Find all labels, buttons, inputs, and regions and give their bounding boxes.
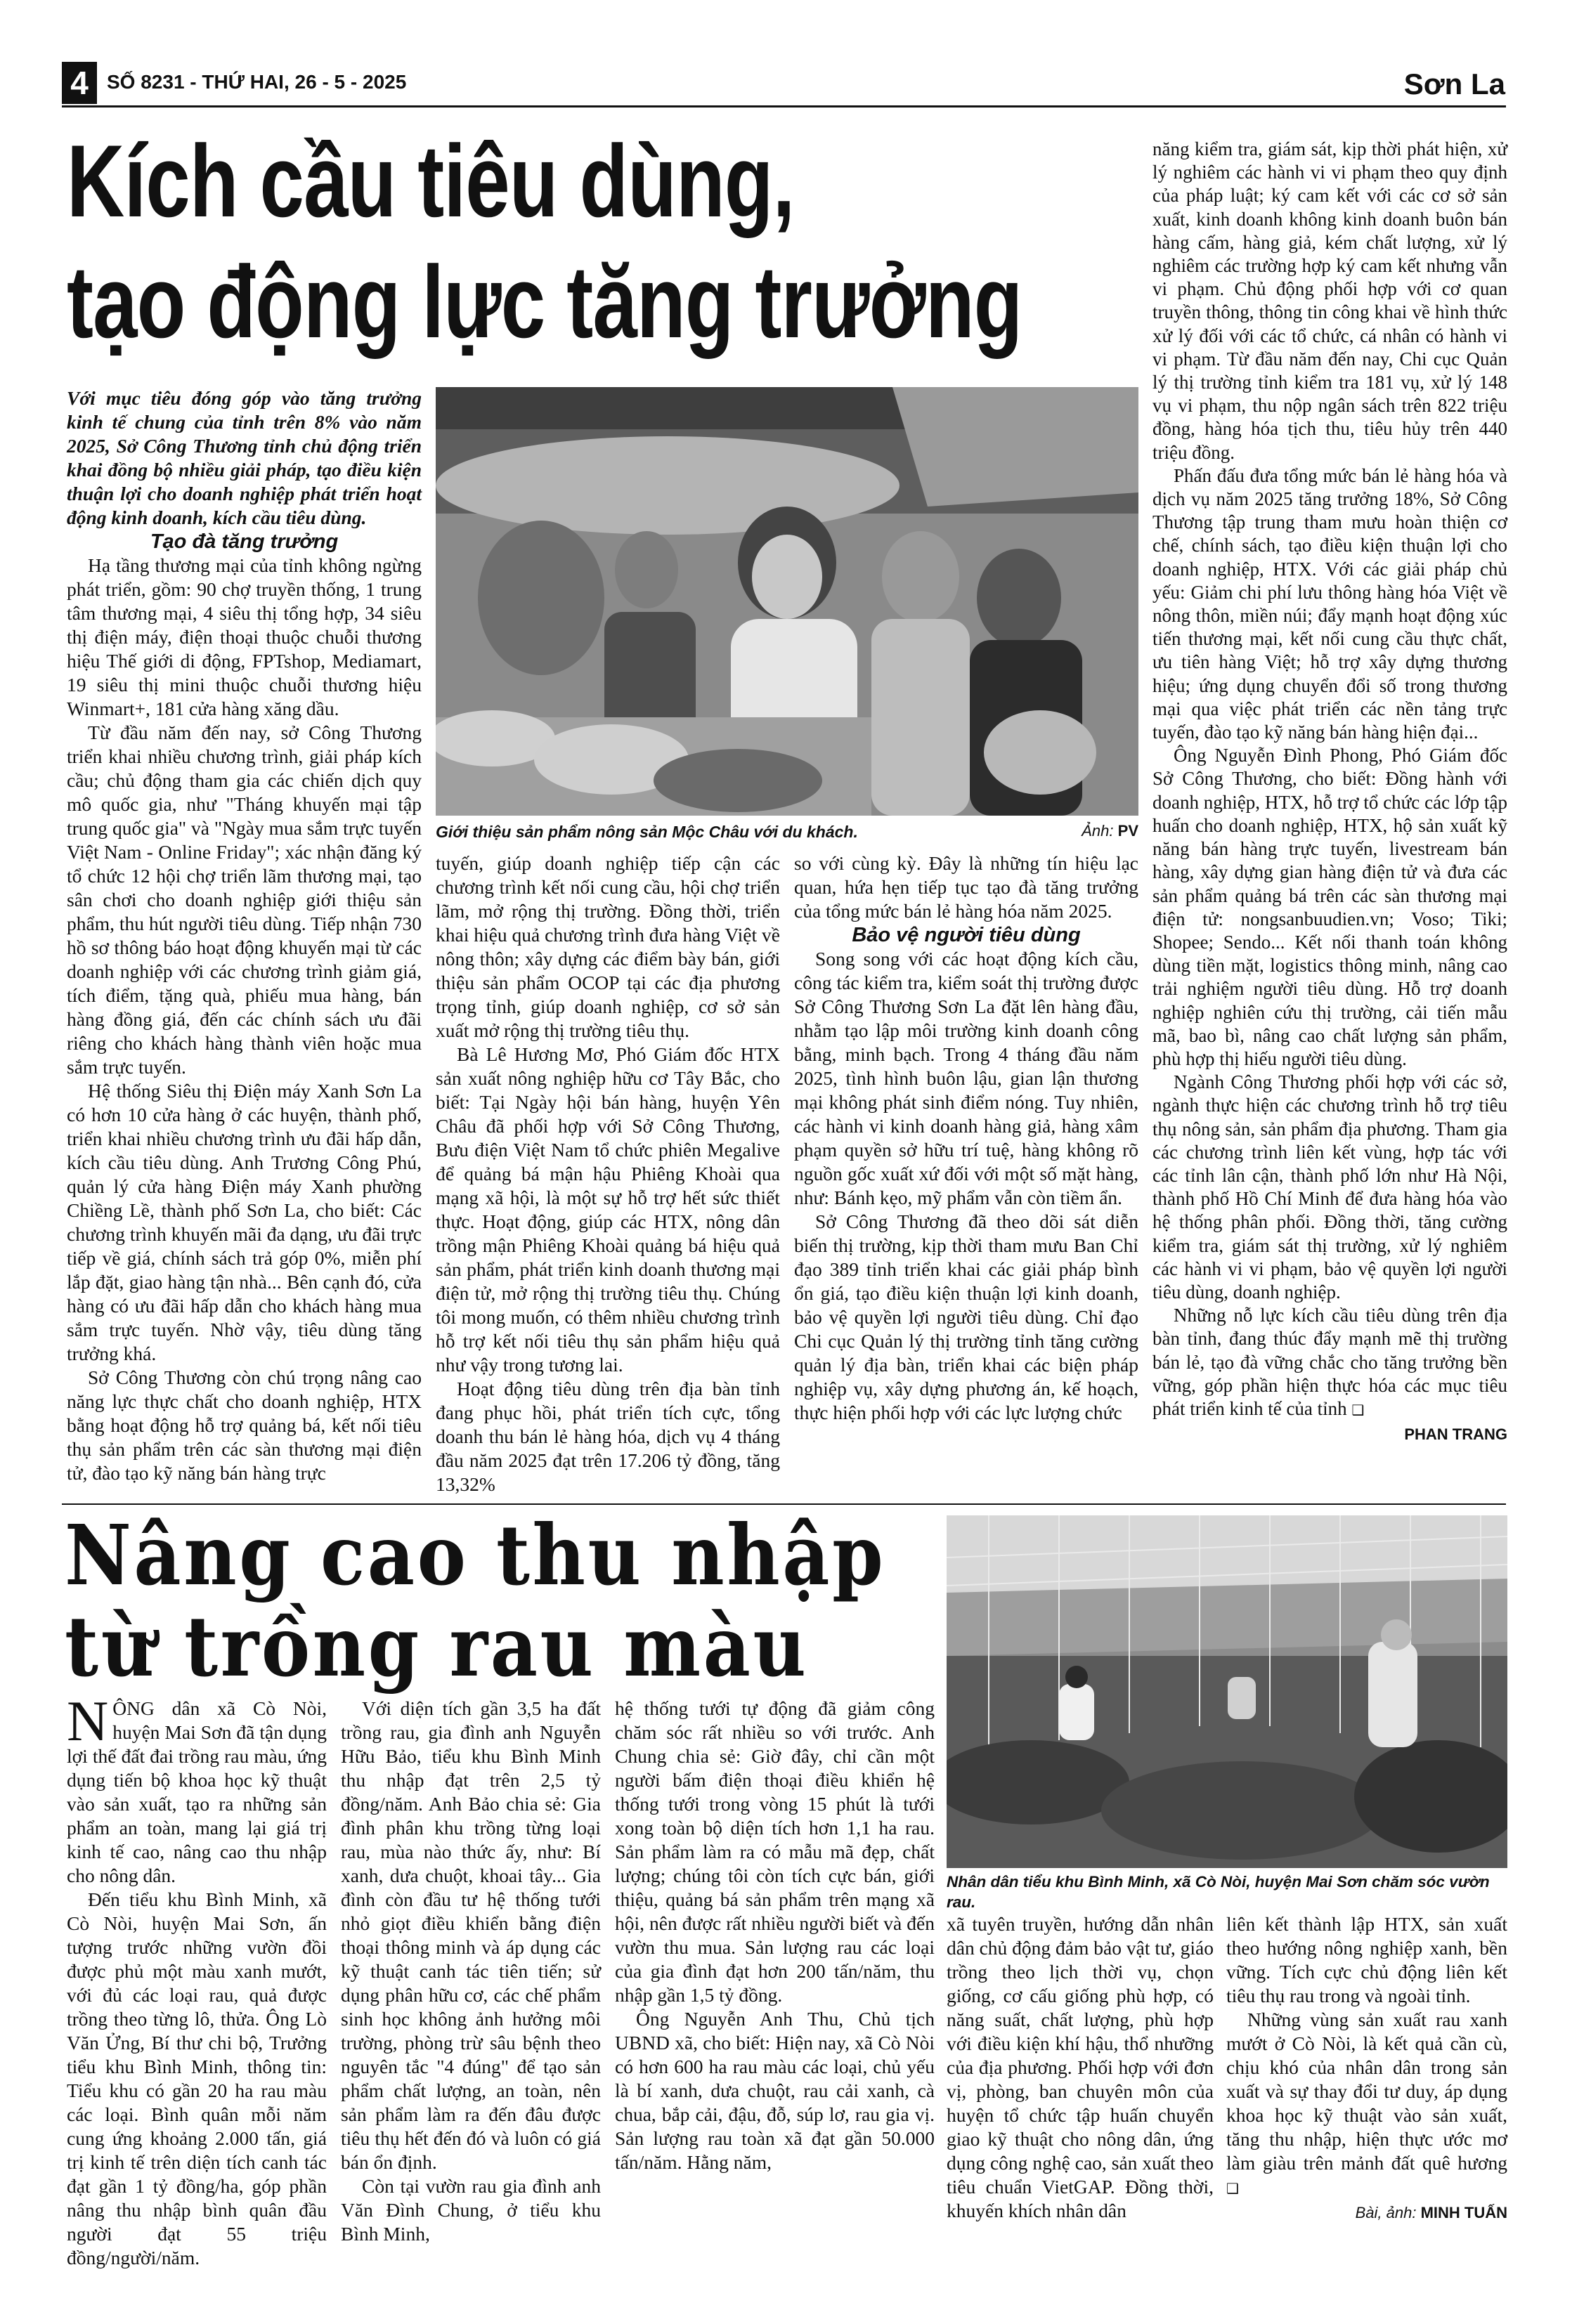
article1-photo-credit-name: PV bbox=[1117, 822, 1138, 840]
article2-title-line2: từ trồng rau màu bbox=[65, 1598, 809, 1695]
article2-column-2 bbox=[341, 1697, 601, 2246]
article1-paragraph: năng kiểm tra, giám sát, kịp thời phát hiện, xử lý nghiêm các hành vi vi phạm theo quy định của pháp luật; ký cam kết với các cơ sở sản xuất, kinh doanh không kinh doanh buôn bán hàng cấm, hàng giả, kém chất lượng, xử lý nghiêm các trường hợp ký cam kết nhưng vẫn vi phạm. Chủ động phối hợp với cơ quan truyền thông, thông tin công khai về hình thức xử lý đối với các tổ chức, cá nhân có hành vi vi phạm. Từ đầu năm đến nay, Chi cục Quản lý thị trường tỉnh kiểm tra 181 vụ, xử lý 148 vụ vi phạm, thu nộp ngân sách trên 822 triệu đồng, hàng hóa tịch thu, tiêu hủy trên 440 triệu đồng. bbox=[1152, 138, 1507, 463]
article1-title-line2: tạo động lực tăng trưởng bbox=[67, 244, 1022, 359]
article1-photo-credit-label: Ảnh: bbox=[1082, 822, 1114, 840]
article1-paragraph: Ngành Công Thương phối hợp với các sở, ngành thực hiện các chương trình hỗ trợ tiêu thụ nông sản, sản phẩm địa phương. Tham gia các chương trình liên kết vùng, hợp tác với các tỉnh lân cận, thành phố lớn như Hà Nội, thành phố Hồ Chí Minh để đưa hàng hóa vào hệ thống phân phối. Đồng thời, tăng cường kiểm tra, giám sát thị trường, xử lý nghiêm các hành vi vi phạm, bảo vệ quyền lợi người tiêu dùng, doanh nghiệp. bbox=[1152, 1071, 1507, 1303]
article2-paragraph: Còn tại vườn rau gia đình anh Văn Đình Chung, ở tiểu khu Bình Minh, bbox=[341, 2175, 601, 2245]
end-mark-icon: ❑ bbox=[1351, 1402, 1365, 1418]
section-name: Sơn La bbox=[1403, 67, 1505, 100]
article2-closing-text: Những vùng sản xuất rau xanh mướt ở Cò Nòi, là kết quả cần cù, chịu khó của nhân dân trong sản xuất và sự thay đổi tư duy, áp dụng khoa học kỹ thuật vào sản xuất, tăng thu nhập, hiện thực ước mơ làm giàu trên mảnh đất quê hương bbox=[1226, 2009, 1507, 2174]
header-rule bbox=[62, 105, 1506, 107]
article2-paragraph: xã tuyên truyền, hướng dẫn nhân dân chủ động đảm bảo vật tư, giáo trồng theo lịch thời vụ, chọn giống, cơ cấu giống phù hợp, có năng suất, chất lượng, phù hợp với điều kiện khí hậu, thổ nhưỡng của địa phương. Phối hợp với đơn vị, phòng, ban chuyên môn của huyện tổ chức tập huấn chuyển giao kỹ thuật cho nông dân, ứng dụng công nghệ cao, sản xuất theo tiêu chuẩn VietGAP. Đồng thời, khuyến khích nhân dân bbox=[947, 1913, 1214, 2221]
article1-column-3 bbox=[794, 851, 1138, 1425]
article1-column-2 bbox=[436, 851, 780, 1496]
article1-subhead-1: Tạo đà tăng trưởng bbox=[150, 530, 339, 553]
article2-title-line1: Nâng cao thu nhập bbox=[65, 1506, 886, 1604]
article1-column-1 bbox=[67, 386, 422, 1485]
article2-paragraph: Với diện tích gần 3,5 ha đất trồng rau, gia đình anh Nguyễn Hữu Bảo, tiểu khu Bình Minh thu nhập đạt trên 2,5 tỷ đồng/năm. Anh Bảo chia sẻ: Gia đình phân khu trồng từng loại rau, mùa nào thức ấy, như: Bí xanh, dưa chuột, khoai tây... Gia đình còn đầu tư hệ thống tưới nhỏ giọt điều khiển bằng điện thoại thông minh và áp dụng các kỹ thuật canh tác tiên tiến; sử dụng phân hữu cơ, các chế phẩm sinh học không ảnh hưởng môi trường, phòng trừ sâu bệnh theo nguyên tắc "4 đúng" để tạo sản phẩm chất lượng, an toàn, nên sản phẩm làm ra đến đâu được tiêu thụ hết đến đó và luôn có giá bán ổn định. bbox=[341, 1697, 601, 2173]
article1-paragraph bbox=[1152, 1304, 1507, 1423]
article1-paragraph: tuyến, giúp doanh nghiệp tiếp cận các chương trình kết nối cung cầu, hội chợ triển lãm, mở rộng thị trường. Đồng thời, triển khai hiệu quả chương trình đưa hàng Việt về nông thôn; xây dựng các điểm bày bán, giới thiệu sản phẩm OCOP tại các địa phương trọng tỉnh, giúp doanh nghiệp, cơ sở sản xuất mở rộng thị trường tiêu thụ. bbox=[436, 852, 780, 1041]
article2-photo-caption: Nhân dân tiểu khu Bình Minh, xã Cò Nòi, huyện Mai Sơn chăm sóc vườn rau. bbox=[947, 1873, 1490, 1911]
article2-column-3 bbox=[615, 1697, 935, 2174]
article1-paragraph: Sở Công Thương còn chú trọng nâng cao năng lực thực chất cho doanh nghiệp, HTX bằng hoạt động hỗ trợ quảng bá, kết nối tiêu thụ sản phẩm trên các sàn thương mại điện tử, đào tạo kỹ năng bán hàng trực bbox=[67, 1366, 422, 1484]
article2-paragraph: liên kết thành lập HTX, sản xuất theo hướng nông nghiệp xanh, bền vững. Tích cực chủ động liên kết tiêu thụ rau trong và ngoài tỉnh. bbox=[1226, 1913, 1507, 2006]
article2-column-4 bbox=[947, 1912, 1214, 2223]
article1-paragraph: Hạ tầng thương mại của tỉnh không ngừng phát triển, gồm: 90 chợ truyền thống, 1 trung tâm thương mại, 4 siêu thị tổng hợp, 34 siêu thị điện máy, điện thoại thuộc chuỗi thương hiệu Thế giới di động, FPTshop, Mediamart, 19 siêu thị mini thuộc chuỗi thương hiệu Winmart+, 181 cửa hàng xăng dầu. bbox=[67, 554, 422, 719]
article1-paragraph: Từ đầu năm đến nay, sở Công Thương triển khai nhiều chương trình, giải pháp kích cầu; chủ động tham gia các chiến dịch quy mô quốc gia, như "Tháng khuyến mại tập trung quốc gia" và "Ngày mua sắm trực tuyến Việt Nam - Online Friday"; xác nhận đăng ký tổ chức 12 hội chợ triển lãm thương mại, tạo sân chơi cho doanh nghiệp giới thiệu sản phẩm, thu hút người tiêu dùng. Tiếp nhận 730 hồ sơ thông báo hoạt động khuyến mại từ các doanh nghiệp với các chương trình giảm giá, tích điểm, tặng quà, phiếu mua hàng, bán hàng đồng giá, đến các chính sách ưu đãi riêng cho khách hàng thành viên hoặc mua sắm trực tuyến. bbox=[67, 722, 422, 1078]
article1-lead: Với mục tiêu đóng góp vào tăng trưởng kinh tế chung của tỉnh trên 8% vào năm 2025, Sở Công Thương tỉnh chủ động triển khai đồng bộ nhiều giải pháp, tạo điều kiện thuận lợi cho doanh nghiệp phát triển hoạt động kinh doanh, kích cầu tiêu dùng. bbox=[67, 387, 422, 528]
article1-paragraph: Ông Nguyễn Đình Phong, Phó Giám đốc Sở Công Thương, cho biết: Đồng hành với doanh nghiệp, HTX, hỗ trợ tổ chức các lớp tập huấn cho doanh nghiệp, HTX, hộ sản xuất kỹ năng bán hàng trực tuyến, livestream bán hàng, xây dựng gian hàng điện tử và đưa các sản phẩm quảng bá trên các sàn thương mại điện tử: nongsanbuudien.vn; Voso; Tiki; Shopee; Sendo... Kết nối thanh toán không dùng tiền mặt, logistics thông minh, nâng cao trải nghiệm người tiêu dùng. Hỗ trợ doanh nghiệp nghiên cứu thị trường, cải tiến mẫu mã, bao bì, nâng cao chất lượng sản phẩm, phù hợp thị hiếu người tiêu dùng. bbox=[1152, 745, 1507, 1069]
article1-paragraph: so với cùng kỳ. Đây là những tín hiệu lạc quan, hứa hẹn tiếp tục tạo đà tăng trưởng của tổng mức bán lẻ hàng hóa năm 2025. bbox=[794, 852, 1138, 922]
article1-photo-caption: Giới thiệu sản phẩm nông sản Mộc Châu với du khách. bbox=[436, 823, 858, 841]
article1-paragraph: Hoạt động tiêu dùng trên địa bàn tỉnh đang phục hồi, phát triển tích cực, tổng doanh thu bán lẻ hàng hóa, dịch vụ 4 tháng đầu năm 2025 đạt trên 17.206 tỷ đồng, tăng 13,32% bbox=[436, 1378, 780, 1495]
issue-line: SỐ 8231 - THỨ HAI, 26 - 5 - 2025 bbox=[107, 71, 407, 93]
article1-paragraph: Bà Lê Hương Mơ, Phó Giám đốc HTX sản xuất nông nghiệp hữu cơ Tây Bắc, cho biết: Tại Ngày hội bán hàng, huyện Yên Châu đã phối hợp với Sở Công Thương, Bưu điện Việt Nam tổ chức phiên Megalive để quảng bá mận hậu Phiêng Khoài qua mạng xã hội, là một sự hỗ trợ hết sức thiết thực. Hoạt động, giúp các HTX, nông dân trồng mận Phiêng Khoài quảng bá hiệu quả sản phẩm, phát triển kinh doanh thương mại điện tử, mở rộng thị trường tiêu thụ. Chúng tôi mong muốn, có thêm nhiều chương trình hỗ trợ kết nối tiêu thụ sản phẩm hiệu quả như vậy trong tương lai. bbox=[436, 1043, 780, 1376]
article1-title-line1: Kích cầu tiêu dùng, bbox=[67, 124, 795, 238]
vegetable-garden-illustration bbox=[947, 1515, 1507, 1868]
article2-byline-label: Bài, ảnh: bbox=[1355, 2204, 1417, 2221]
article2-opening-text: ÔNG dân xã Cò Nòi, huyện Mai Sơn đã tận dụng lợi thế đất đai trồng rau màu, ứng dụng tiến bộ khoa học kỹ thuật vào sản xuất, tạo ra những sản phẩm an toàn, mang lại giá trị kinh tế cao, nâng cao thu nhập cho nông dân. bbox=[67, 1697, 327, 1886]
article2-byline bbox=[1226, 2201, 1507, 2225]
article2-byline-name: MINH TUẤN bbox=[1420, 2204, 1507, 2221]
article2-paragraph bbox=[1226, 2008, 1507, 2201]
article2-paragraph: Ông Nguyễn Anh Thu, Chủ tịch UBND xã, cho biết: Hiện nay, xã Cò Nòi có hơn 600 ha rau màu các loại, chủ yếu là bí xanh, dưa chuột, rau cải xanh, cà chua, bắp cải, đậu, đỗ, súp lơ, rau gia vị. Sản lượng rau toàn xã đạt gần 50.000 tấn/năm. Hằng năm, bbox=[615, 2008, 935, 2173]
article1-closing-text: Những nỗ lực kích cầu tiêu dùng trên địa bàn tỉnh, đang thúc đẩy mạnh mẽ thị trường bán lẻ, tạo đà vững chắc cho tăng trưởng bền vững, góp phần hiện thực hóa các mục tiêu phát triển kinh tế của tỉnh bbox=[1152, 1305, 1507, 1419]
article1-photo-credit bbox=[1082, 822, 1138, 840]
article1-paragraph: Phấn đấu đưa tổng mức bán lẻ hàng hóa và dịch vụ năm 2025 tăng trưởng 18%, Sở Công Thương tập trung tham mưu hoàn thiện cơ chế, chính sách, tạo điều kiện thuận lợi cho doanh nghiệp, HTX. Với các giải pháp chủ yếu: Giảm chi phí lưu thông hàng hóa Việt về nông thôn, miền núi; đẩy mạnh hoạt động xúc tiến thương mại, kết nối cung cầu thực chất, ưu tiên hàng Việt; hỗ trợ xây dựng thương hiệu; ứng dụng chuyển đổi số trong thương mại qua việc phát triển các nền tảng trực tuyến, đào tạo kỹ năng bán hàng hiện đại... bbox=[1152, 464, 1507, 743]
article1-paragraph: Song song với các hoạt động kích cầu, công tác kiểm tra, kiểm soát thị trường được Sở Công Thương Sơn La đặt lên hàng đầu, nhằm tạo lập môi trường kinh doanh công bằng, minh bạch. Trong 4 tháng đầu năm 2025, tình hình buôn lậu, gian lận thương mại không phát sinh điểm nóng. Tuy nhiên, các hành vi kinh doanh hàng giả, hàng xâm phạm quyền sở hữu trí tuệ, hàng không rõ nguồn gốc xuất xứ đối với một số mặt hàng, như: Bánh kẹo, mỹ phẩm vẫn còn tiềm ẩn. bbox=[794, 948, 1138, 1208]
article1-byline: PHAN TRANG bbox=[1404, 1425, 1507, 1444]
article2-photo bbox=[947, 1515, 1507, 1868]
market-scene-illustration bbox=[436, 387, 1138, 816]
article2-paragraph: hệ thống tưới tự động đã giảm công chăm sóc rất nhiều so với trước. Anh Chung chia sẻ: Giờ đây, chỉ cần một người bấm điện thoại điều khiển hệ thống tưới trong vòng 15 phút là tưới xong toàn bộ diện tích hơn 1,1 ha rau. Sản phẩm làm ra có mẫu mã đẹp, chất lượng; chúng tôi còn tích cực bán, giới thiệu, quảng bá sản phẩm trên mạng xã hội, nên được rất nhiều người biết và đến vườn thu mua. Sản lượng rau các loại của gia đình đạt hơn 200 tấn/năm, thu nhập gần 1,5 tỷ đồng. bbox=[615, 1697, 935, 2006]
article2-column-1 bbox=[67, 1689, 327, 2270]
article2-dropcap: N bbox=[67, 1689, 109, 1753]
article1-paragraph: Hệ thống Siêu thị Điện máy Xanh Sơn La có hơn 10 cửa hàng ở các huyện, thành phố, triển khai nhiều chương trình ưu đãi hấp dẫn, kích cầu tiêu dùng. Anh Trương Công Phú, quản lý cửa hàng Điện máy Xanh phường Chiềng Lề, thành phố Sơn La, cho biết: Các chương trình khuyến mãi đa dạng, ưu đãi trực tiếp về giá, chính sách trả góp 0%, miễn phí lắp đặt, giao hàng tận nhà... Bên cạnh đó, cửa hàng có ưu đãi hấp dẫn cho khách hàng mua sắm trực tuyến. Nhờ vậy, tiêu dùng tăng trưởng khá. bbox=[67, 1080, 422, 1364]
article2-column-5 bbox=[1226, 1912, 1507, 2225]
article2-paragraph: Đến tiểu khu Bình Minh, xã Cò Nòi, huyện Mai Sơn, ấn tượng trước những vườn đồi được phủ một màu xanh mướt, với đủ các loại rau, quả được trồng theo từng lô, thửa. Ông Lò Văn Ửng, Bí thư chi bộ, Trưởng tiểu khu Bình Minh, thông tin: Tiểu khu có gần 20 ha rau màu các loại. Bình quân mỗi năm cung ứng khoảng 2.000 tấn, giá trị kinh tế trên diện tích canh tác đạt gần 1 tỷ đồng/ha, góp phần nâng thu nhập bình quân đầu người đạt 55 triệu đồng/người/năm. bbox=[67, 1888, 327, 2268]
article-divider bbox=[62, 1503, 1506, 1505]
article1-paragraph: Sở Công Thương đã theo dõi sát diễn biến thị trường, kịp thời tham mưu Ban Chỉ đạo 389 tỉnh triển khai các giải pháp bình ổn giá, tạo điều kiện thuận lợi kinh doanh, bảo vệ quyền lợi người tiêu dùng. Chỉ đạo Chi cục Quản lý thị trường tỉnh tăng cường quản lý địa bàn, triển khai các biện pháp nghiệp vụ, xây dựng phương án, kế hoạch, thực hiện phối hợp với các lực lượng chức bbox=[794, 1210, 1138, 1423]
article1-column-4 bbox=[1152, 138, 1507, 1446]
article2-paragraph bbox=[67, 1689, 327, 1888]
article1-photo bbox=[436, 387, 1138, 816]
end-mark-icon: ❑ bbox=[1226, 2181, 1239, 2197]
page-number: 4 bbox=[70, 65, 89, 101]
article1-subhead-2: Bảo vệ người tiêu dùng bbox=[852, 924, 1081, 946]
